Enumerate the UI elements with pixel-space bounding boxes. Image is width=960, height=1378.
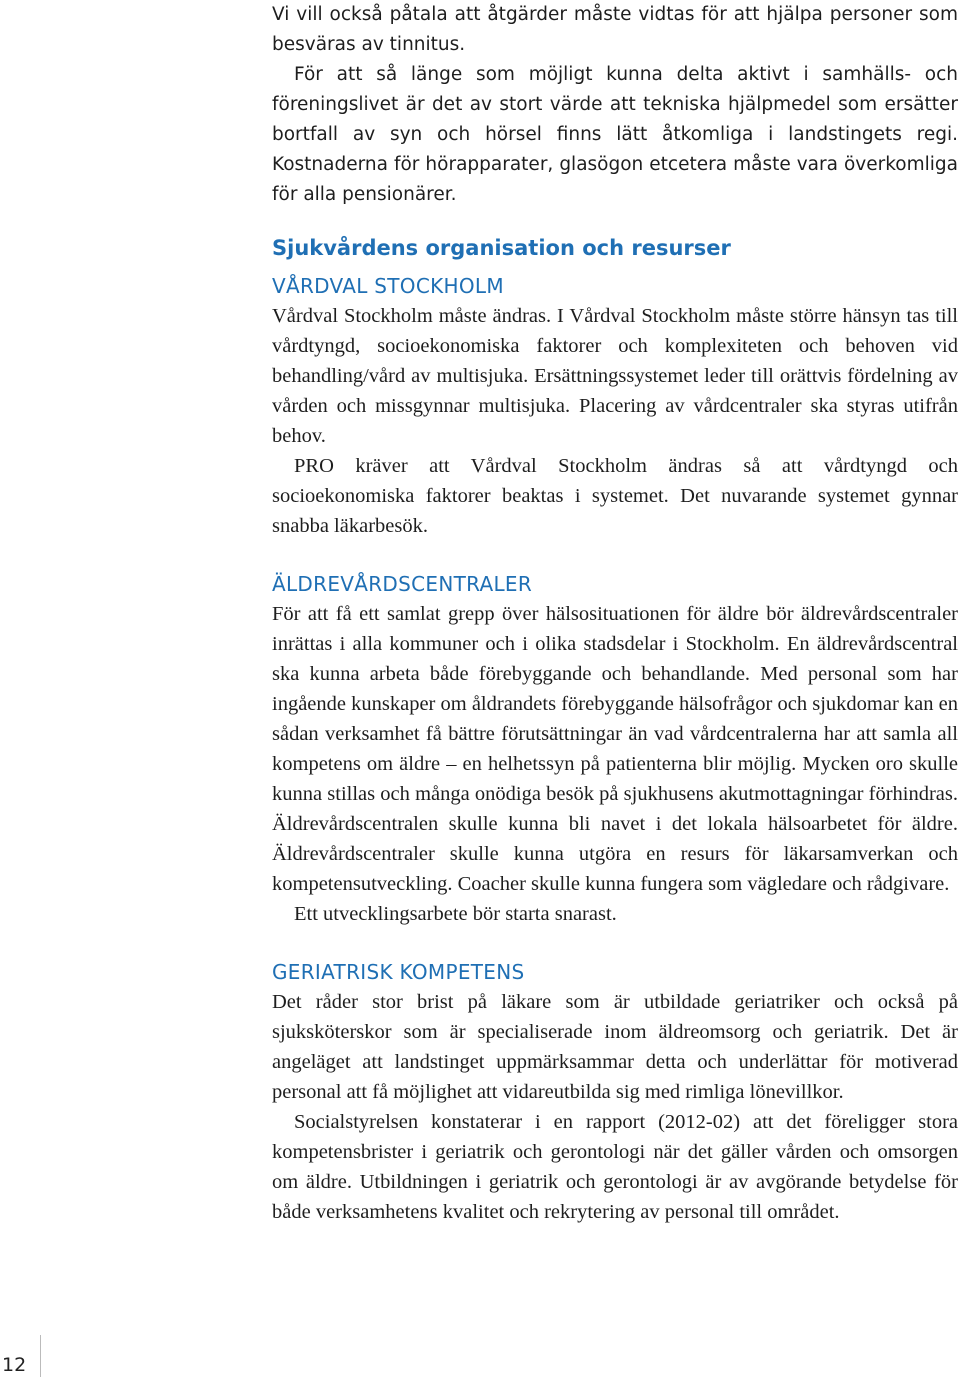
vardval-paragraph-2: PRO kräver att Vårdval Stockholm ändras så att vårdtyngd och socioekonomiska faktorer beaktas i systemet. Det nuvarande systemet gynnar snabba läkarbesök. — [272, 455, 958, 537]
aldrevard-paragraph-2: Ett utvecklingsarbete bör starta snarast. — [294, 903, 617, 925]
intro-paragraph-tinnitus: Vi vill också påtala att åtgärder måste vidtas för att hjälpa personer som besväras av tinnitus. — [272, 4, 958, 55]
page-number-divider — [40, 1335, 41, 1377]
heading-vardval-stockholm: VÅRDVAL STOCKHOLM — [272, 274, 504, 298]
text-column — [272, 0, 958, 1227]
section-title: Sjukvårdens organisation och resurser — [272, 236, 731, 260]
heading-geriatrisk-kompetens: GERIATRISK KOMPETENS — [272, 960, 525, 984]
geriatrik-paragraph-1: Det råder stor brist på läkare som är utbildade geriatriker och också på sjuksköterskor som är specialiserade inom äldreomsorg och geriatrik. Det är angeläget att landstinget uppmärksammar detta och underlättar för motiverad personal att få möjlighet att vidareutbilda sig med rimliga lönevillkor. — [272, 991, 958, 1103]
heading-aldrevardscentraler: ÄLDREVÅRDSCENTRALER — [272, 572, 533, 596]
intro-paragraph-hjalpmedel: För att så länge som möjligt kunna delta aktivt i samhälls- och föreningslivet är det av stort värde att tekniska hjälpmedel som ersätter bortfall av syn och hörsel finns lätt åtkomliga i landstingets regi. Kostnaderna för hörapparater, glasögon etcetera måste vara överkomliga för alla pensionärer. — [272, 64, 958, 205]
aldrevard-paragraph-1: För att få ett samlat grepp över hälsosituationen för äldre bör äldrevårdscentraler inrättas i alla kommuner och i olika stadsdelar i Stockholm. En äldrevårdscentral ska kunna arbeta både förebyggande och behandlande. Med personal som har ingående kunskaper om åldrandets förebyggande hälsofrågor och sjukdomar kan en sådan verksamhet få bättre förutsättningar än vad vårdcentralerna har att samla all kompetens om äldre – en helhetssyn på patienterna blir möjlig. Mycken oro skulle kunna stillas och många onödiga besök på sjukhusens akutmottagningar förhindras. Äldrevårdscentralen skulle kunna bli navet i det lokala hälsoarbetet för äldre. Äldrevårdscentraler skulle kunna utgöra en resurs för läkarsamverkan och kompetensutveckling. Coacher skulle kunna fungera som vägledare och rådgivare. — [272, 603, 958, 895]
page-number: 12 — [2, 1354, 27, 1376]
vardval-paragraph-1: Vårdval Stockholm måste ändras. I Vårdval Stockholm måste större hänsyn tas till vårdtyngd, socioekonomiska faktorer och komplexiteten och behoven vid behandling/vård av multisjuka. Ersättningssystemet leder till orättvis fördelning av vården och missgynnar multisjuka. Placering av vårdcentraler ska styras utifrån behov. — [272, 305, 958, 447]
geriatrik-paragraph-2: Socialstyrelsen konstaterar i en rapport (2012-02) att det föreligger stora kompetensbrister i geriatrik och gerontologi när det gäller vården och omsorgen om äldre. Utbildningen i geriatrik och gerontologi är av avgörande betydelse för både verksamhetens kvalitet och rekrytering av personal till området. — [272, 1111, 958, 1223]
